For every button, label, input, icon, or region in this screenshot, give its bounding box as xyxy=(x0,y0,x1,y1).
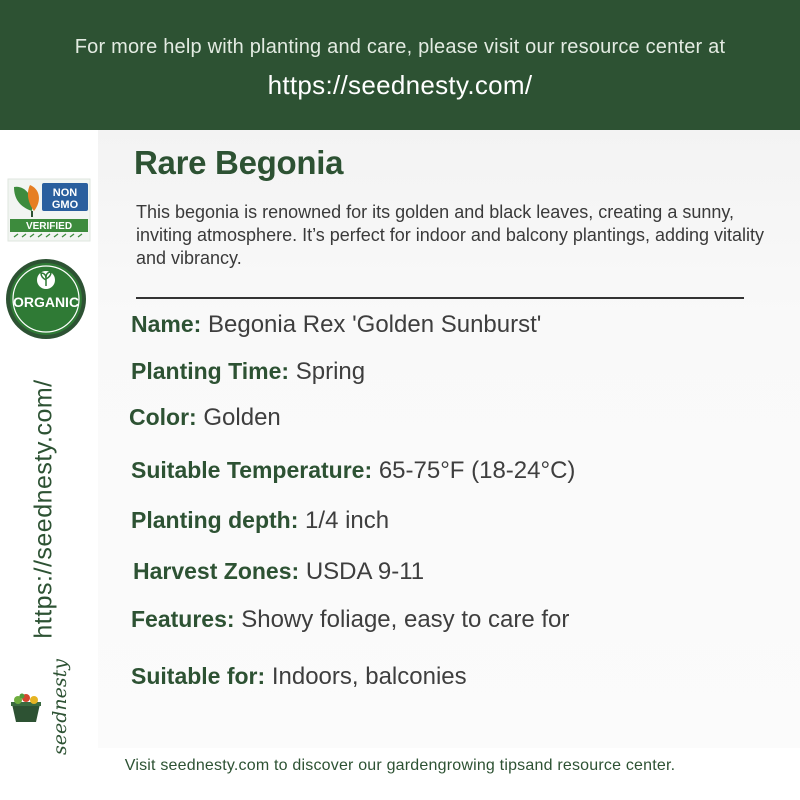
divider xyxy=(136,297,744,299)
spec-key: Color: xyxy=(129,404,197,430)
seednesty-logo xyxy=(8,658,94,756)
spec-value: Showy foliage, easy to care for xyxy=(241,606,570,633)
spec-value: Indoors, balconies xyxy=(271,663,467,690)
spec-key: Planting depth: xyxy=(131,507,299,533)
banner-help-text: For more help with planting and care, please visit our resource center at xyxy=(74,36,726,58)
spec-value: 1/4 inch xyxy=(305,507,390,534)
spec-key: Planting Time: xyxy=(131,358,290,384)
spec-suitable-for xyxy=(131,663,467,691)
non-gmo-verified-badge xyxy=(6,177,92,243)
spec-color xyxy=(129,404,281,432)
footer-note: Visit seednesty.com to discover our gardengrowing tipsand resource center. xyxy=(124,757,676,774)
spec-harvest-zones xyxy=(133,558,424,586)
svg-text:GMO: GMO xyxy=(51,199,79,211)
top-banner xyxy=(0,0,800,130)
spec-key: Suitable for: xyxy=(131,663,266,689)
product-info-card xyxy=(98,130,800,748)
non-gmo-badge-icon xyxy=(6,177,92,243)
spec-key: Name: xyxy=(131,311,202,337)
product-title: Rare Begonia xyxy=(134,144,344,181)
spec-key: Harvest Zones: xyxy=(133,558,300,584)
seednesty-wordmark: seednesty xyxy=(49,658,71,756)
planter-box-icon xyxy=(8,692,44,724)
spec-key: Suitable Temperature: xyxy=(131,457,373,483)
banner-resource-link[interactable]: https://seednesty.com/ xyxy=(267,70,533,100)
spec-planting-time xyxy=(131,358,365,386)
spec-features xyxy=(131,606,569,634)
svg-text:ORGANIC: ORGANIC xyxy=(12,294,80,310)
spec-value: 65-75°F (18-24°C) xyxy=(378,457,576,484)
product-description: This begonia is renowned for its golden and black leaves, creating a sunny, inviting atmosphere. It’s perfect for indoor and balcony plantings, adding vitality and vibrancy. xyxy=(136,202,765,268)
organic-badge-icon xyxy=(5,258,87,340)
spec-value: Spring xyxy=(295,358,366,385)
svg-text:VERIFIED: VERIFIED xyxy=(25,221,73,232)
spec-planting-depth xyxy=(131,507,389,535)
spec-value: USDA 9-11 xyxy=(305,558,425,585)
vertical-site-url[interactable]: https://seednesty.com/ xyxy=(29,379,58,639)
spec-key: Features: xyxy=(131,606,235,632)
spec-value: Begonia Rex 'Golden Sunburst' xyxy=(207,311,542,338)
svg-text:NON: NON xyxy=(52,187,78,199)
left-sidebar xyxy=(0,130,98,756)
organic-badge xyxy=(5,258,87,340)
spec-value: Golden xyxy=(203,404,281,431)
spec-name xyxy=(131,311,541,339)
spec-suitable-temperature xyxy=(131,457,575,485)
